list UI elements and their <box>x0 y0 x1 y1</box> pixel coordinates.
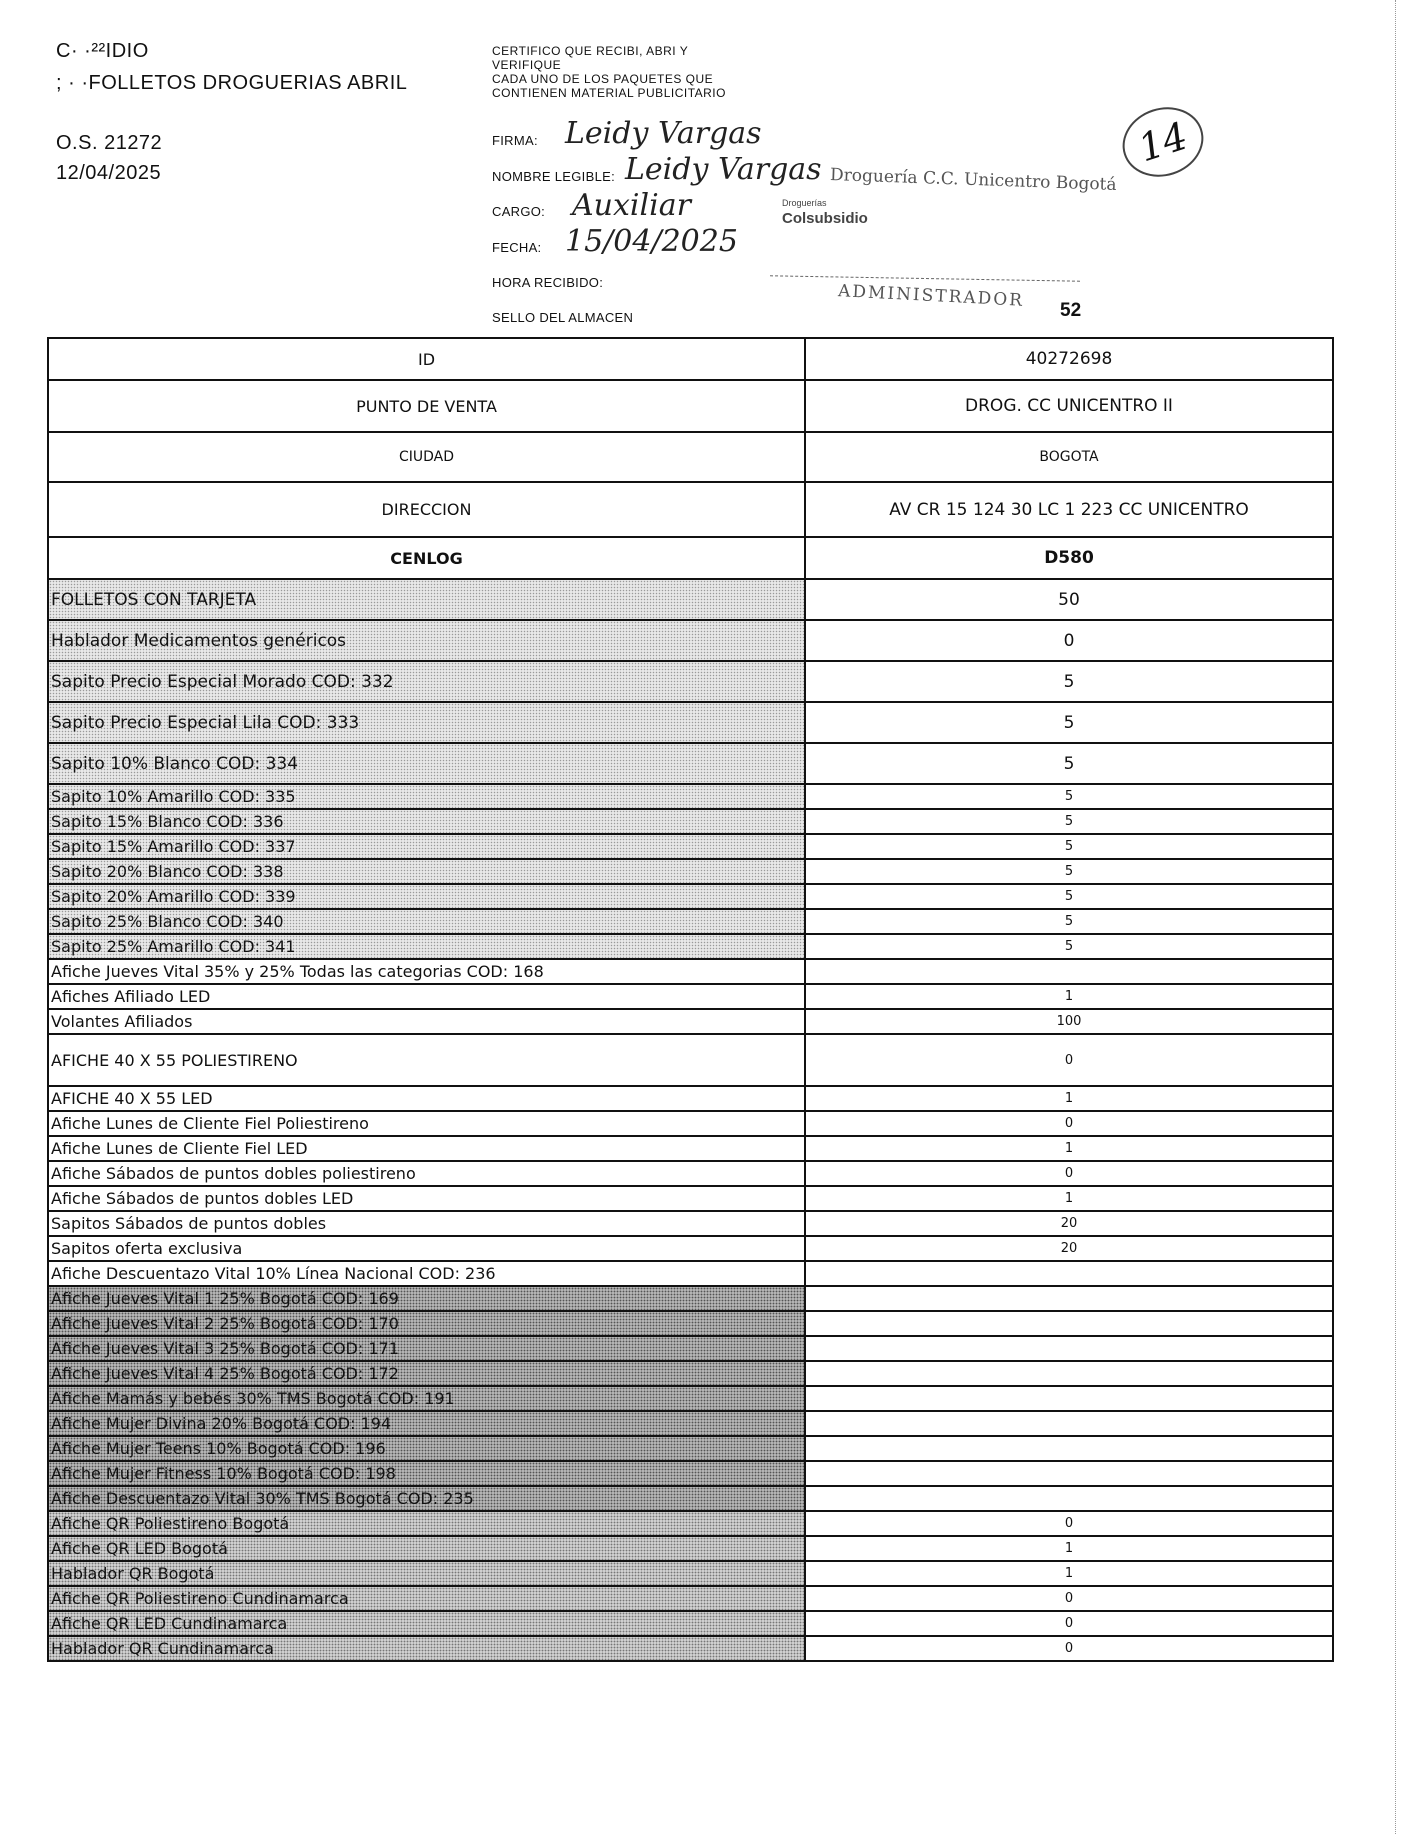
item-quantity: 50 <box>805 579 1333 620</box>
item-quantity: 5 <box>805 884 1333 909</box>
cert-line: CERTIFICO QUE RECIBI, ABRI Y <box>492 44 689 58</box>
item-quantity: 5 <box>805 909 1333 934</box>
item-row <box>48 834 1333 859</box>
info-value: D580 <box>805 537 1333 579</box>
distribution-table <box>47 337 1334 1662</box>
item-label: Afiche QR LED Cundinamarca <box>48 1611 805 1636</box>
item-row <box>48 620 1333 661</box>
item-label: Sapito 25% Blanco COD: 340 <box>48 909 805 934</box>
item-quantity <box>805 1311 1333 1336</box>
nombre-label: NOMBRE LEGIBLE: <box>492 169 615 184</box>
item-row <box>48 984 1333 1009</box>
item-label: Afiche Lunes de Cliente Fiel LED <box>48 1136 805 1161</box>
item-row <box>48 661 1333 702</box>
item-label: Sapito 20% Blanco COD: 338 <box>48 859 805 884</box>
item-quantity: 0 <box>805 620 1333 661</box>
info-label: DIRECCION <box>48 482 805 537</box>
item-row <box>48 1111 1333 1136</box>
item-label: Sapito 20% Amarillo COD: 339 <box>48 884 805 909</box>
item-quantity: 0 <box>805 1034 1333 1086</box>
item-row <box>48 579 1333 620</box>
item-row <box>48 1009 1333 1034</box>
info-value: BOGOTA <box>805 432 1333 482</box>
item-quantity: 1 <box>805 1086 1333 1111</box>
item-quantity <box>805 1336 1333 1361</box>
item-label: Sapito 25% Amarillo COD: 341 <box>48 934 805 959</box>
firma-label: FIRMA: <box>492 133 538 148</box>
item-row <box>48 1361 1333 1386</box>
item-row <box>48 909 1333 934</box>
item-label: Sapitos oferta exclusiva <box>48 1236 805 1261</box>
item-row <box>48 1511 1333 1536</box>
info-label: CENLOG <box>48 537 805 579</box>
stamp-line <box>770 275 1080 281</box>
item-row <box>48 784 1333 809</box>
item-row <box>48 1386 1333 1411</box>
item-row <box>48 1286 1333 1311</box>
cargo-value: Auxiliar <box>572 188 691 223</box>
item-label: Hablador QR Bogotá <box>48 1561 805 1586</box>
info-label: PUNTO DE VENTA <box>48 380 805 432</box>
item-label: Sapito 15% Blanco COD: 336 <box>48 809 805 834</box>
item-label: Afiche Jueves Vital 4 25% Bogotá COD: 172 <box>48 1361 805 1386</box>
fecha-value: 15/04/2025 <box>565 224 738 259</box>
item-label: AFICHE 40 X 55 LED <box>48 1086 805 1111</box>
info-label: ID <box>48 338 805 380</box>
cargo-label: CARGO: <box>492 204 546 219</box>
item-row <box>48 743 1333 784</box>
item-quantity: 5 <box>805 743 1333 784</box>
item-row <box>48 1086 1333 1111</box>
item-row <box>48 1436 1333 1461</box>
item-label: Afiche Sábados de puntos dobles LED <box>48 1186 805 1211</box>
cert-line: CADA UNO DE LOS PAQUETES QUE <box>492 72 714 86</box>
item-row <box>48 1561 1333 1586</box>
item-quantity: 0 <box>805 1161 1333 1186</box>
item-label: Afiche Mujer Fitness 10% Bogotá COD: 198 <box>48 1461 805 1486</box>
item-label: Afiche Sábados de puntos dobles poliestireno <box>48 1161 805 1186</box>
item-quantity: 100 <box>805 1009 1333 1034</box>
item-row <box>48 1411 1333 1436</box>
info-row <box>48 338 1333 380</box>
item-quantity: 1 <box>805 1536 1333 1561</box>
info-row <box>48 432 1333 482</box>
item-quantity: 0 <box>805 1111 1333 1136</box>
firma-signature: Leidy Vargas <box>565 116 762 151</box>
hora-label: HORA RECIBIDO: <box>492 275 604 290</box>
item-quantity <box>805 1461 1333 1486</box>
item-label: Afiches Afiliado LED <box>48 984 805 1009</box>
item-quantity: 5 <box>805 934 1333 959</box>
item-label: Afiche Mujer Divina 20% Bogotá COD: 194 <box>48 1411 805 1436</box>
item-label: Sapito 10% Amarillo COD: 335 <box>48 784 805 809</box>
item-label: Afiche Descuentazo Vital 10% Línea Nacional COD: 236 <box>48 1261 805 1286</box>
item-quantity <box>805 1436 1333 1461</box>
item-row <box>48 1236 1333 1261</box>
item-quantity: 1 <box>805 1186 1333 1211</box>
item-quantity <box>805 1486 1333 1511</box>
scan-edge <box>1395 0 1396 1834</box>
info-label: CIUDAD <box>48 432 805 482</box>
info-value: DROG. CC UNICENTRO II <box>805 380 1333 432</box>
item-label: Afiche Mujer Teens 10% Bogotá COD: 196 <box>48 1436 805 1461</box>
item-label: Afiche Jueves Vital 2 25% Bogotá COD: 170 <box>48 1311 805 1336</box>
item-quantity: 0 <box>805 1611 1333 1636</box>
item-quantity <box>805 1386 1333 1411</box>
info-value: 40272698 <box>805 338 1333 380</box>
item-quantity <box>805 1361 1333 1386</box>
item-label: Afiche QR Poliestireno Bogotá <box>48 1511 805 1536</box>
item-quantity: 1 <box>805 1136 1333 1161</box>
item-label: Hablador Medicamentos genéricos <box>48 620 805 661</box>
certificate-text <box>492 44 726 100</box>
circled-number-text: 14 <box>1133 113 1193 171</box>
document-title-line1: C· ·²²IDIO <box>56 40 149 62</box>
item-label: Volantes Afiliados <box>48 1009 805 1034</box>
item-quantity <box>805 1411 1333 1436</box>
item-quantity: 20 <box>805 1211 1333 1236</box>
item-row <box>48 959 1333 984</box>
item-row <box>48 859 1333 884</box>
item-quantity: 5 <box>805 702 1333 743</box>
item-row <box>48 1586 1333 1611</box>
item-row <box>48 884 1333 909</box>
item-quantity: 5 <box>805 859 1333 884</box>
role-stamp: ADMINISTRADOR <box>837 281 1025 311</box>
item-row <box>48 1486 1333 1511</box>
order-number: O.S. 21272 <box>56 132 163 154</box>
item-quantity: 1 <box>805 984 1333 1009</box>
item-row <box>48 1611 1333 1636</box>
item-row <box>48 1136 1333 1161</box>
item-quantity: 5 <box>805 809 1333 834</box>
item-label: Afiche Descuentazo Vital 30% TMS Bogotá COD: 235 <box>48 1486 805 1511</box>
item-row <box>48 1211 1333 1236</box>
page-number: 52 <box>1060 300 1082 321</box>
store-stamp: Droguería C.C. Unicentro Bogotá <box>829 165 1117 195</box>
circled-number <box>1114 97 1213 187</box>
item-label: Afiche Jueves Vital 3 25% Bogotá COD: 171 <box>48 1336 805 1361</box>
cert-line: VERIFIQUE <box>492 58 562 72</box>
item-row <box>48 1161 1333 1186</box>
item-label: Sapito 10% Blanco COD: 334 <box>48 743 805 784</box>
brand-stamp: Colsubsidio <box>782 210 868 227</box>
nombre-value: Leidy Vargas <box>625 152 822 187</box>
item-label: AFICHE 40 X 55 POLIESTIRENO <box>48 1034 805 1086</box>
info-value: AV CR 15 124 30 LC 1 223 CC UNICENTRO <box>805 482 1333 537</box>
item-quantity: 5 <box>805 784 1333 809</box>
item-quantity: 5 <box>805 661 1333 702</box>
item-label: Afiche QR Poliestireno Cundinamarca <box>48 1586 805 1611</box>
item-quantity: 0 <box>805 1586 1333 1611</box>
document-date: 12/04/2025 <box>56 162 162 184</box>
info-row <box>48 380 1333 432</box>
item-label: Afiche Jueves Vital 35% y 25% Todas las categorias COD: 168 <box>48 959 805 984</box>
item-row <box>48 1261 1333 1286</box>
item-row <box>48 1636 1333 1661</box>
item-row <box>48 934 1333 959</box>
item-row <box>48 1461 1333 1486</box>
item-quantity: 0 <box>805 1636 1333 1661</box>
item-quantity: 1 <box>805 1561 1333 1586</box>
item-label: Sapito Precio Especial Lila COD: 333 <box>48 702 805 743</box>
item-label: Afiche Mamás y bebés 30% TMS Bogotá COD: 191 <box>48 1386 805 1411</box>
item-label: FOLLETOS CON TARJETA <box>48 579 805 620</box>
cert-line: CONTIENEN MATERIAL PUBLICITARIO <box>492 86 726 100</box>
fecha-label: FECHA: <box>492 240 542 255</box>
info-row <box>48 537 1333 579</box>
item-label: Afiche Jueves Vital 1 25% Bogotá COD: 169 <box>48 1286 805 1311</box>
item-quantity: 5 <box>805 834 1333 859</box>
sello-label: SELLO DEL ALMACEN <box>492 310 634 325</box>
item-quantity: 0 <box>805 1511 1333 1536</box>
item-label: Afiche QR LED Bogotá <box>48 1536 805 1561</box>
item-quantity: 20 <box>805 1236 1333 1261</box>
item-row <box>48 1034 1333 1086</box>
item-label: Afiche Lunes de Cliente Fiel Poliestireno <box>48 1111 805 1136</box>
item-row <box>48 1336 1333 1361</box>
item-label: Sapitos Sábados de puntos dobles <box>48 1211 805 1236</box>
item-label: Sapito 15% Amarillo COD: 337 <box>48 834 805 859</box>
info-row <box>48 482 1333 537</box>
item-quantity <box>805 959 1333 984</box>
item-quantity <box>805 1261 1333 1286</box>
item-row <box>48 809 1333 834</box>
item-row <box>48 1536 1333 1561</box>
brand-small: Droguerías <box>782 198 827 208</box>
item-quantity <box>805 1286 1333 1311</box>
document-title-line2: ; · ·FOLLETOS DROGUERIAS ABRIL <box>56 72 408 94</box>
item-label: Sapito Precio Especial Morado COD: 332 <box>48 661 805 702</box>
item-row <box>48 1186 1333 1211</box>
item-row <box>48 702 1333 743</box>
item-label: Hablador QR Cundinamarca <box>48 1636 805 1661</box>
item-row <box>48 1311 1333 1336</box>
